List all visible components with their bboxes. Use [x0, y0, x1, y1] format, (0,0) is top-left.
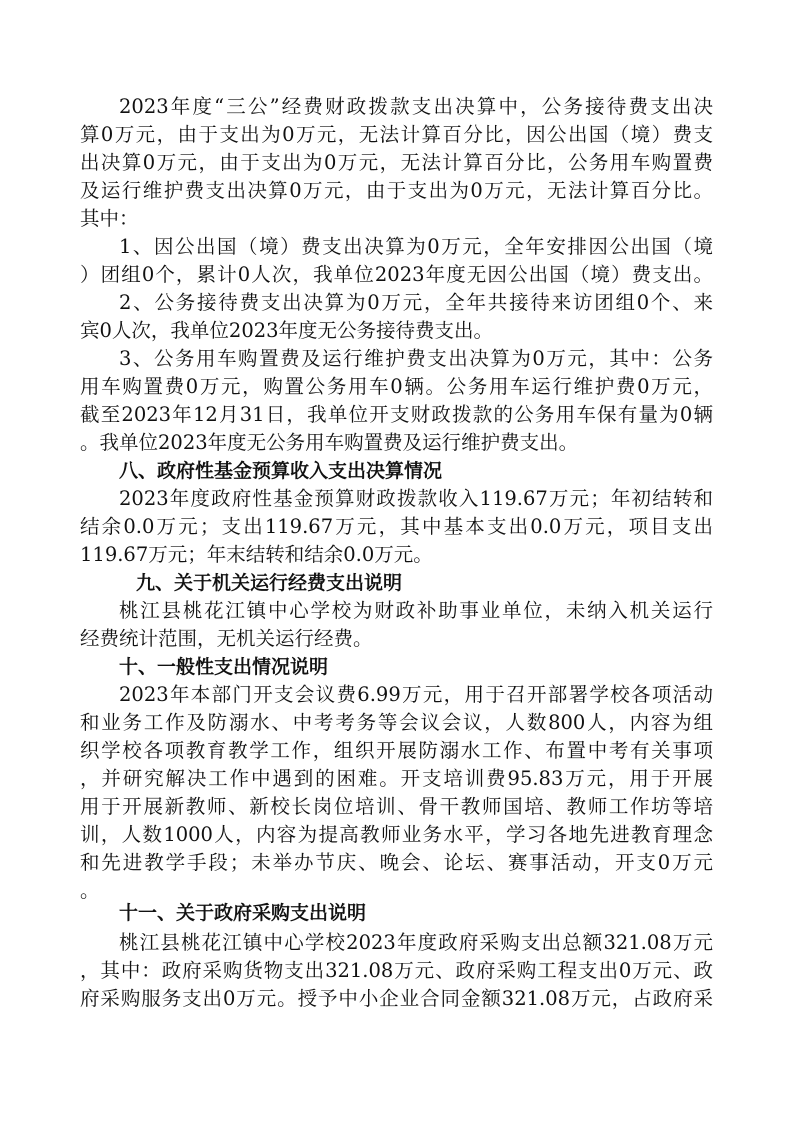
text-line: 及运行维护费支出决算0万元，由于支出为0万元，无法计算百分比。	[80, 179, 713, 202]
text-line: 织学校各项教育教学工作，组织开展防溺水工作、布置中考有关事项	[80, 739, 713, 762]
text-line: 截至2023年12月31日，我单位开支财政拨款的公务用车保有量为0辆	[80, 403, 713, 426]
text-line: 出决算0万元，由于支出为0万元，无法计算百分比，公务用车购置费	[80, 151, 713, 174]
text-line: 1、因公出国（境）费支出决算为0万元，全年安排因公出国（境	[119, 235, 713, 258]
text-line: 3、公务用车购置费及运行维护费支出决算为0万元，其中：公务	[119, 347, 713, 370]
text-line: 经费统计范围，无机关运行经费。	[80, 627, 373, 650]
text-line: ，并研究解决工作中遇到的困难。开支培训费95.83万元，用于开展	[80, 767, 713, 790]
text-line: 桃江县桃花江镇中心学校为财政补助事业单位，未纳入机关运行	[119, 599, 713, 622]
text-line: 府采购服务支出0万元。授予中小企业合同金额321.08万元，占政府采	[80, 987, 713, 1010]
text-line: 2023年本部门开支会议费6.99万元，用于召开部署学校各项活动	[119, 683, 713, 706]
heading-section-11: 十一、关于政府采购支出说明	[119, 902, 367, 924]
text-line: 。我单位2023年度无公务用车购置费及运行维护费支出。	[80, 431, 579, 454]
text-line: ）团组0个，累计0人次，我单位2023年度无因公出国（境）费支出。	[80, 263, 713, 286]
text-line: 和业务工作及防溺水、中考考务等会议会议，人数800人，内容为组	[80, 711, 713, 734]
text-line: 算0万元，由于支出为0万元，无法计算百分比，因公出国（境）费支	[80, 123, 713, 146]
heading-section-9: 九、关于机关运行经费支出说明	[136, 572, 403, 594]
text-line: 宾0人次，我单位2023年度无公务接待费支出。	[80, 319, 494, 342]
text-line: 桃江县桃花江镇中心学校2023年度政府采购支出总额321.08万元	[119, 931, 713, 954]
text-line: 结余0.0万元；支出119.67万元，其中基本支出0.0万元，项目支出	[80, 515, 713, 538]
text-line: ，其中：政府采购货物支出321.08万元、政府采购工程支出0万元、政	[80, 959, 713, 982]
text-line: 。	[80, 879, 100, 902]
text-line: 和先进教学手段；未举办节庆、晚会、论坛、赛事活动，开支0万元	[80, 851, 713, 874]
text-line: 用于开展新教师、新校长岗位培训、骨干教师国培、教师工作坊等培	[80, 795, 713, 818]
text-line: 训，人数1000人，内容为提高教师业务水平，学习各地先进教育理念	[80, 823, 713, 846]
text-line: 2、公务接待费支出决算为0万元，全年共接待来访团组0个、来	[119, 291, 713, 314]
text-line: 2023年度“三公”经费财政拨款支出决算中，公务接待费支出决	[119, 95, 713, 118]
text-line: 2023年度政府性基金预算财政拨款收入119.67万元；年初结转和	[119, 487, 713, 510]
text-line: 其中：	[80, 207, 139, 230]
text-line: 用车购置费0万元，购置公务用车0辆。公务用车运行维护费0万元，	[80, 375, 713, 398]
heading-section-10: 十、一般性支出情况说明	[119, 656, 329, 678]
text-line: 119.67万元；年末结转和结余0.0万元。	[80, 543, 433, 566]
heading-section-8: 八、政府性基金预算收入支出决算情况	[119, 460, 443, 482]
